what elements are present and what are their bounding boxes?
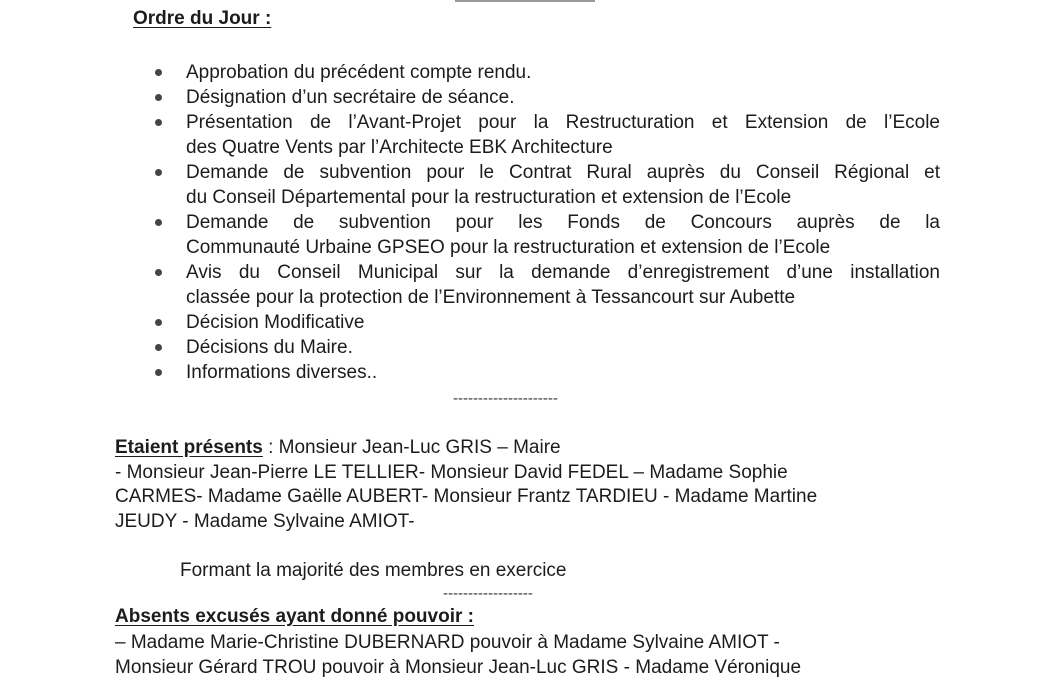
bullet-icon — [155, 269, 162, 276]
bullet-icon — [155, 69, 162, 76]
absents-line: – Madame Marie-Christine DUBERNARD pouvoir à Madame Sylvaine AMIOT - — [115, 632, 780, 653]
agenda-item — [155, 110, 940, 160]
agenda-item — [155, 85, 940, 110]
bullet-icon — [155, 219, 162, 226]
bullet-icon — [155, 169, 162, 176]
quorum-statement: Formant la majorité des membres en exercice — [180, 560, 567, 581]
absents-line: Monsieur Gérard TROU pouvoir à Monsieur Jean-Luc GRIS - Madame Véronique — [115, 657, 802, 678]
agenda-item-text-continued: des Quatre Vents par l’Architecte EBK Architecture — [186, 137, 613, 158]
agenda-item-text-continued: classée pour la protection de l’Environnement à Tessancourt sur Aubette — [186, 287, 796, 308]
agenda-item-text: Désignation d’un secrétaire de séance. — [186, 87, 515, 108]
agenda-item — [155, 310, 940, 335]
absents-heading: Absents excusés ayant donné pouvoir : — [115, 606, 474, 627]
bullet-icon — [155, 319, 162, 326]
agenda-item — [155, 335, 940, 360]
agenda-item-text-continued: Communauté Urbaine GPSEO pour la restructuration et extension de l’Ecole — [186, 237, 831, 258]
agenda-item-text: Décisions du Maire. — [186, 337, 353, 358]
section-separator: ------------------ — [443, 585, 533, 602]
agenda-item — [155, 210, 940, 260]
bullet-icon — [155, 119, 162, 126]
agenda-item-text: Approbation du précédent compte rendu. — [186, 62, 532, 83]
agenda-item — [155, 60, 940, 85]
agenda-item-text: Demande de subvention pour le Contrat Rural auprès du Conseil Régional et — [186, 162, 940, 183]
attendees-line — [115, 436, 915, 461]
agenda-item-text: Présentation de l’Avant-Projet pour la Restructuration et Extension de l’Ecole — [186, 112, 940, 133]
agenda-item — [155, 260, 940, 310]
section-separator: --------------------- — [453, 390, 558, 407]
top-divider — [455, 0, 595, 2]
agenda-item — [155, 160, 940, 210]
agenda-item-text: Informations diverses.. — [186, 362, 378, 383]
agenda-list — [155, 60, 940, 385]
attendees-block — [115, 436, 915, 534]
agenda-item-text: Avis du Conseil Municipal sur la demande d’enregistrement d’une installation — [186, 262, 940, 283]
attendees-label: Etaient présents — [115, 437, 263, 458]
bullet-icon — [155, 94, 162, 101]
attendees-line: - Monsieur Jean-Pierre LE TELLIER- Monsieur David FEDEL – Madame Sophie — [115, 461, 788, 483]
agenda-item-text-continued: du Conseil Départemental pour la restructuration et extension de l’Ecole — [186, 187, 792, 208]
bullet-icon — [155, 344, 162, 351]
bullet-icon — [155, 369, 162, 376]
agenda-heading: Ordre du Jour : — [133, 8, 272, 29]
agenda-item — [155, 360, 940, 385]
attendees-mayor: : Monsieur Jean-Luc GRIS – Maire — [262, 437, 561, 458]
attendees-line: JEUDY - Madame Sylvaine AMIOT- — [115, 510, 415, 532]
attendees-line: CARMES- Madame Gaëlle AUBERT- Monsieur Frantz TARDIEU - Madame Martine — [115, 486, 818, 507]
agenda-item-text: Demande de subvention pour les Fonds de Concours auprès de la — [186, 212, 940, 233]
absents-block — [115, 630, 915, 680]
agenda-item-text: Décision Modificative — [186, 312, 365, 333]
